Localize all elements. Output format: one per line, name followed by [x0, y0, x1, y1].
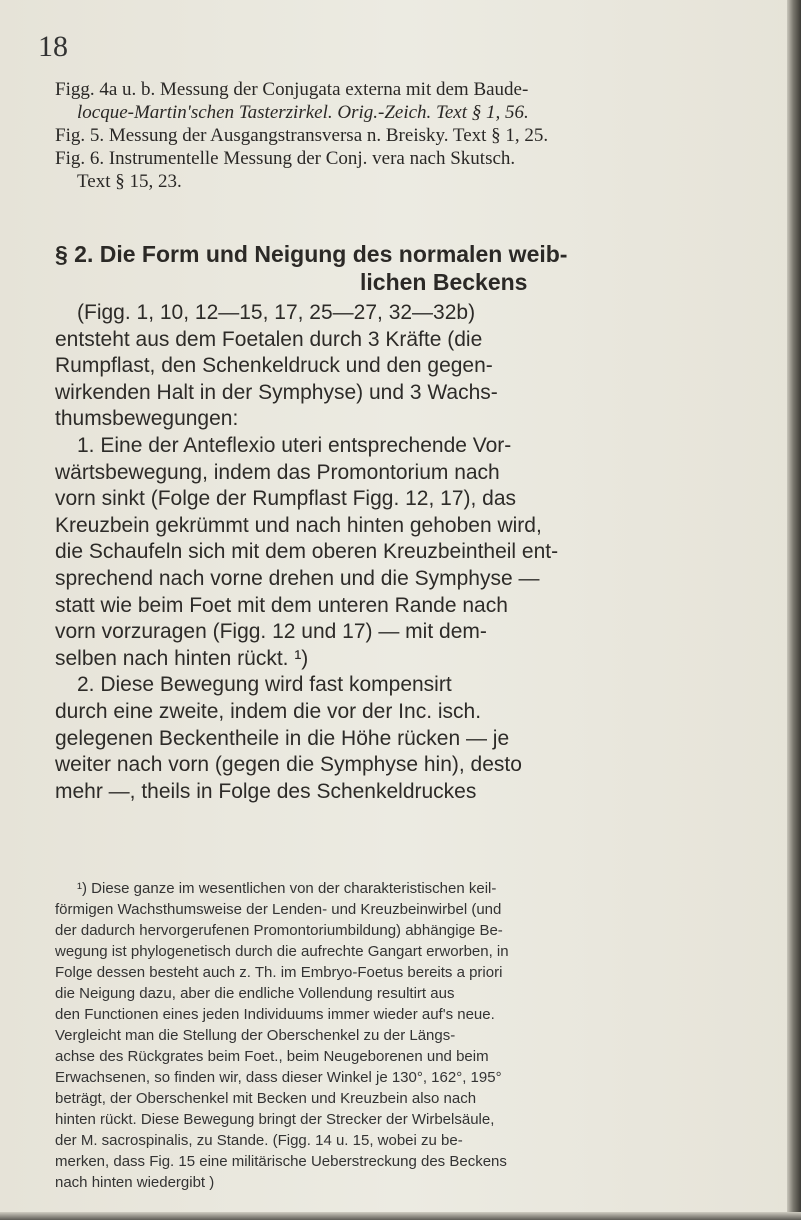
body-line: thumsbewegungen:: [55, 407, 239, 431]
body-line: vorn vorzuragen (Figg. 12 und 17) — mit dem-: [55, 620, 487, 644]
body-line: 2. Diese Bewegung wird fast kompensirt: [77, 673, 452, 697]
body-line: selben nach hinten rückt. ¹): [55, 646, 309, 670]
footnote-line: der M. sacrospinalis, zu Stande. (Figg. 14 u. 15, wobei zu be-: [55, 1132, 463, 1149]
figure-caption-line: Fig. 5. Messung der Ausgangstransversa n. Breisky. Text § 1, 25.: [55, 125, 549, 146]
section-heading-line: § 2. Die Form und Neigung des normalen weib-: [55, 241, 568, 267]
footnote-line: achse des Rückgrates beim Foet., beim Neugeborenen und beim: [55, 1048, 489, 1065]
body-line: gelegenen Beckentheile in die Höhe rücken — je: [55, 726, 510, 750]
footnote-line: förmigen Wachsthumsweise der Lenden- und Kreuzbeinwirbel (und: [55, 901, 502, 918]
footnote-line: wegung ist phylogenetisch durch die aufrechte Gangart erworben, in: [55, 943, 509, 960]
body-line: wärtsbewegung, indem das Promontorium nach: [55, 460, 500, 484]
body-line: durch eine zweite, indem die vor der Inc. isch.: [55, 699, 482, 723]
body-line: statt wie beim Foet mit dem unteren Rande nach: [55, 593, 508, 617]
footnote-line: hinten rückt. Diese Bewegung bringt der Strecker der Wirbelsäule,: [55, 1111, 495, 1128]
section-heading: [55, 240, 775, 296]
section-body: [55, 300, 770, 805]
footnote-line: beträgt, der Oberschenkel mit Becken und Kreuzbein also nach: [55, 1090, 477, 1107]
footnote: [55, 878, 770, 1193]
section-heading-line: lichen Beckens: [360, 269, 528, 295]
body-line: sprechend nach vorne drehen und die Symphyse —: [55, 566, 540, 590]
footnote-line: Erwachsenen, so finden wir, dass dieser Winkel je 130°, 162°, 195°: [55, 1069, 502, 1086]
body-line: (Figg. 1, 10, 12—15, 17, 25—27, 32—32b): [77, 301, 476, 324]
footnote-line: Vergleicht man die Stellung der Oberschenkel zu der Längs-: [55, 1027, 456, 1044]
page-bottom-edge: [0, 1212, 801, 1220]
footnote-line: ¹) Diese ganze im wesentlichen von der charakteristischen keil-: [77, 880, 497, 897]
figure-caption-line: Fig. 6. Instrumentelle Messung der Conj. vera nach Skutsch.: [55, 148, 516, 169]
footnote-line: der dadurch hervorgerufenen Promontoriumbildung) abhängige Be-: [55, 922, 503, 939]
footnote-line: merken, dass Fig. 15 eine militärische Ueberstreckung des Beckens: [55, 1153, 507, 1170]
figure-caption-line: Text § 15, 23.: [77, 171, 182, 192]
footnote-line: Folge dessen besteht auch z. Th. im Embryo-Foetus bereits a priori: [55, 964, 503, 981]
page-binding-edge: [787, 0, 801, 1220]
body-line: vorn sinkt (Folge der Rumpflast Figg. 12, 17), das: [55, 487, 517, 511]
figure-captions: [55, 78, 755, 193]
figure-caption-line: Figg. 4a u. b. Messung der Conjugata externa mit dem Baude-: [55, 79, 529, 100]
footnote-line: nach hinten wiedergibt ): [55, 1174, 215, 1191]
body-line: mehr —, theils in Folge des Schenkeldruckes: [55, 779, 477, 803]
body-line: Kreuzbein gekrümmt und nach hinten gehoben wird,: [55, 513, 542, 537]
figure-caption-line: locque-Martin'schen Tasterzirkel. Orig.-Zeich. Text § 1, 56.: [77, 102, 529, 123]
body-line: Rumpflast, den Schenkeldruck und den gegen-: [55, 354, 493, 378]
page-number: 18: [38, 30, 68, 63]
body-line: weiter nach vorn (gegen die Symphyse hin), desto: [55, 753, 522, 777]
body-line: 1. Eine der Anteflexio uteri entsprechende Vor-: [77, 433, 512, 457]
footnote-line: den Functionen eines jeden Individuums immer wieder auf's neue.: [55, 1006, 495, 1023]
footnote-line: die Neigung dazu, aber die endliche Vollendung resultirt aus: [55, 985, 455, 1002]
body-line: entsteht aus dem Foetalen durch 3 Kräfte (die: [55, 327, 483, 351]
body-line: wirkenden Halt in der Symphyse) und 3 Wachs-: [55, 380, 498, 404]
body-line: die Schaufeln sich mit dem oberen Kreuzbeintheil ent-: [55, 540, 559, 564]
